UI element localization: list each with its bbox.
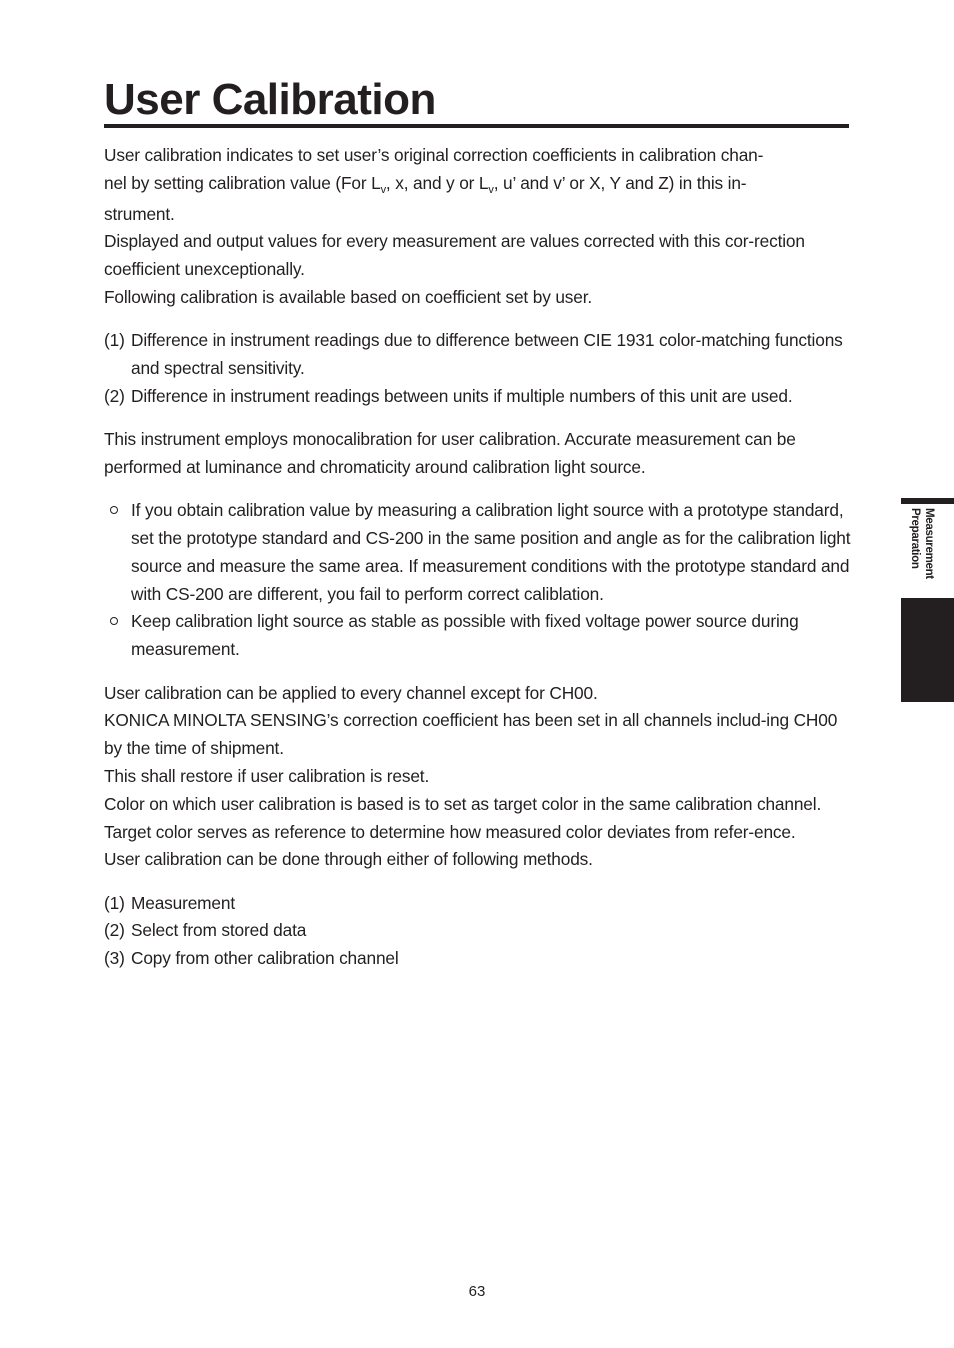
list-marker: (3) bbox=[104, 948, 125, 969]
subscript-v: v bbox=[380, 183, 386, 196]
monocalibration-paragraph: This instrument employs monocalibration for user calibration. Accurate measurement can be performed at luminance and chromaticity around calibration light source. bbox=[104, 429, 796, 477]
channel-paragraph: This shall restore if user calibration is reset. bbox=[104, 765, 430, 786]
methods-list bbox=[104, 890, 852, 973]
list-item bbox=[104, 383, 852, 411]
section-tab-block bbox=[901, 598, 954, 702]
spacer bbox=[104, 482, 852, 498]
notes-list bbox=[104, 497, 852, 664]
intro-line-3: strument. bbox=[104, 203, 175, 224]
section-tab-label bbox=[908, 508, 936, 602]
list-item bbox=[104, 945, 852, 973]
page-title: User Calibration bbox=[104, 75, 436, 124]
intro-line-2-end: , u’ and v’ or X, Y and Z) in this in- bbox=[493, 172, 747, 193]
subscript-v: v bbox=[488, 183, 494, 196]
section-tab bbox=[901, 504, 954, 598]
list-item-text: Difference in instrument readings between units if multiple numbers of this unit are used. bbox=[131, 385, 793, 406]
channel-paragraph: KONICA MINOLTA SENSING’s correction coefficient has been set in all channels includ-ing CH00 by the time of shipment. bbox=[104, 710, 838, 759]
section-tab-line-2: Preparation bbox=[909, 508, 921, 569]
intro-line-2-middle: , x, and y or L bbox=[385, 172, 489, 193]
page-number: 63 bbox=[468, 1283, 486, 1300]
channel-paragraph: Target color serves as reference to determine how measured color deviates from refer-ence. bbox=[104, 821, 796, 842]
spacer bbox=[104, 411, 852, 427]
section-tab-line-1: Measurement bbox=[923, 508, 935, 579]
spacer bbox=[104, 874, 852, 890]
channel-paragraph: User calibration can be done through either of following methods. bbox=[104, 849, 593, 870]
list-item-text: Select from stored data bbox=[131, 920, 307, 941]
note-item bbox=[104, 497, 852, 608]
intro-line-1: User calibration indicates to set user’s original correction coefficients in calibration chan- bbox=[104, 145, 764, 165]
list-marker: (1) bbox=[104, 330, 125, 351]
intro-paragraph-3: Following calibration is available based on coefficient set by user. bbox=[104, 286, 593, 307]
channel-paragraph: Color on which user calibration is based is to set as target color in the same calibration channel. bbox=[104, 793, 822, 814]
list-item bbox=[104, 917, 852, 945]
note-item bbox=[104, 608, 852, 664]
body-content bbox=[104, 142, 852, 973]
list-item-text: Difference in instrument readings due to difference between CIE 1931 color-matching functions and spectral sensitivity. bbox=[131, 330, 843, 379]
list-marker: (2) bbox=[104, 920, 125, 941]
list-item-text: Copy from other calibration channel bbox=[131, 948, 399, 969]
intro-paragraph-2: Displayed and output values for every measurement are values corrected with this cor-rection coefficient unexceptionally. bbox=[104, 231, 805, 280]
spacer bbox=[104, 664, 852, 680]
channel-paragraph: User calibration can be applied to every channel except for CH00. bbox=[104, 682, 598, 703]
intro-line-2-start: nel by setting calibration value (For L bbox=[104, 172, 381, 193]
list-item bbox=[104, 327, 852, 383]
list-marker: (1) bbox=[104, 892, 125, 913]
intro-paragraph bbox=[104, 142, 852, 228]
list-item-text: Measurement bbox=[131, 892, 236, 913]
purpose-list bbox=[104, 327, 852, 410]
list-item bbox=[104, 890, 852, 918]
list-marker: (2) bbox=[104, 385, 125, 406]
spacer bbox=[104, 312, 852, 328]
circle-icon bbox=[110, 506, 118, 514]
circle-icon bbox=[110, 617, 118, 625]
note-text: If you obtain calibration value by measuring a calibration light source with a prototype standard, set the prototype standard and CS-200 in the same position and angle as for the calibration light source and measure the same area. If measurement conditions with the prototype standard and with CS-200 are different, you fail to perform correct caliblation. bbox=[131, 500, 851, 604]
note-text: Keep calibration light source as stable as possible with fixed voltage power source during measurement. bbox=[131, 611, 799, 660]
title-rule bbox=[104, 124, 849, 128]
